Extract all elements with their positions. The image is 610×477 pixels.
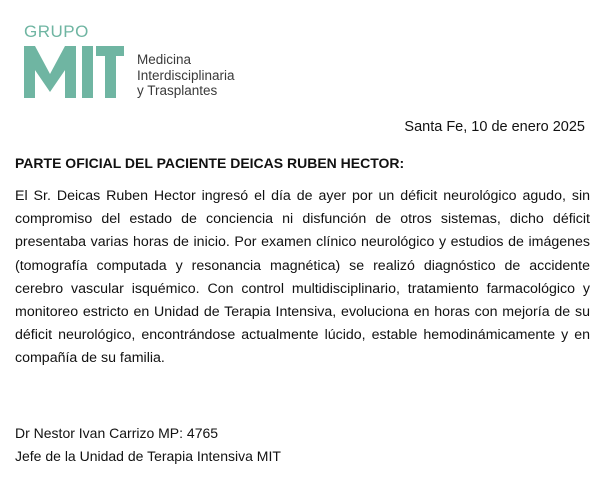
logo-name-line: Medicina (137, 52, 192, 67)
logo-name-line: Interdisciplinaria (137, 67, 235, 83)
logo-institution-name (137, 52, 235, 99)
logo-name-line: y Trasplantes (137, 83, 218, 98)
signature-role: Jefe de la Unidad de Terapia Intensiva MIT (15, 448, 281, 464)
document-title: PARTE OFICIAL DEL PACIENTE DEICAS RUBEN HECTOR: (15, 155, 405, 171)
group-mit-logo (22, 20, 262, 104)
mit-logo-mark (22, 44, 126, 100)
document-date: Santa Fe, 10 de enero 2025 (404, 119, 585, 135)
document-body: El Sr. Deicas Ruben Hector ingresó el día de ayer por un déficit neurológico agudo, sin compromiso del estado de conciencia ni disfunción de otros sistemas, dicho déficit presentaba varias horas de inicio. Por examen clínico neurológico y estudios de imágenes (tomografía computada y resonancia magnética) se realizó diagnóstico de accidente cerebro vascular isquémico. Con control multidisciplinario, tratamiento farmacológico y monitoreo estricto en Unidad de Terapia Intensiva, evoluciona en horas con mejoría de su déficit neurológico, encontrándose actualmente lúcido, estable hemodinámicamente y en compañía de su familia. (15, 188, 590, 367)
signature-name: Dr Nestor Ivan Carrizo MP: 4765 (15, 425, 219, 441)
signature-block (15, 422, 281, 468)
logo-group-label: GRUPO (24, 22, 89, 41)
